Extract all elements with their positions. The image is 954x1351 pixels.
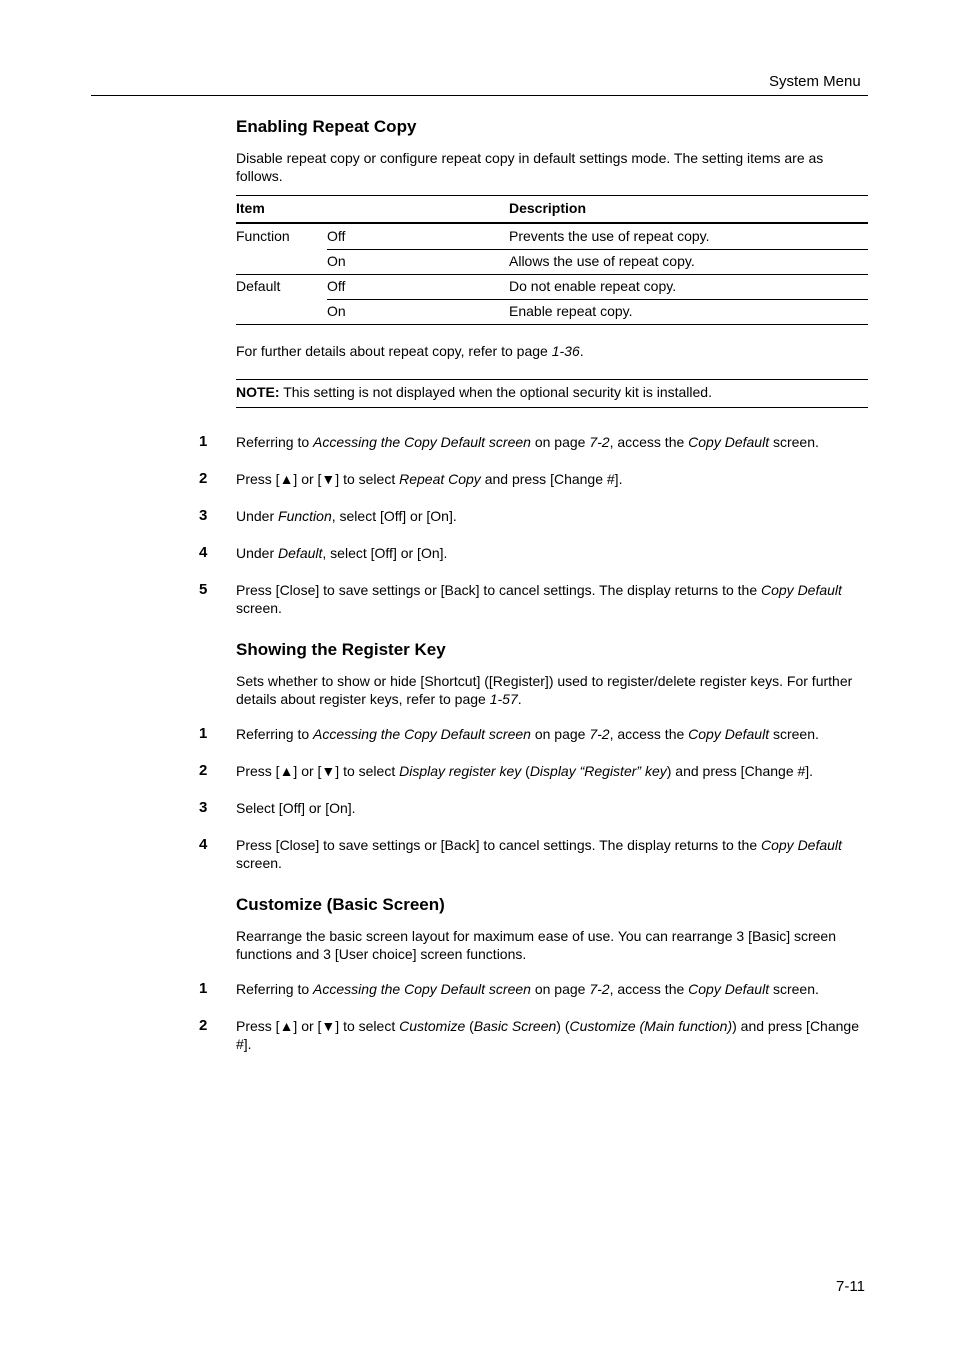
step-number: 5: [199, 581, 208, 598]
table-cell: On: [327, 303, 346, 319]
text-run: Default: [278, 545, 323, 561]
step-number: 2: [199, 762, 208, 779]
text-run: .: [517, 691, 522, 707]
step-text: [236, 799, 868, 817]
text-run: , access the: [609, 434, 689, 450]
step-number: 4: [199, 836, 208, 853]
step-text: [236, 433, 868, 451]
table-header-item: Item: [236, 200, 265, 216]
table-cell: Off: [327, 228, 346, 244]
section-heading-repeat-copy: Enabling Repeat Copy: [236, 117, 417, 136]
table-row: [236, 224, 868, 249]
page-ref: 1-57: [489, 691, 518, 707]
text-run: Press [▲] or [▼] to select: [236, 1018, 400, 1034]
table-row: [236, 274, 868, 299]
step-text: [236, 836, 868, 872]
text-run: Accessing the Copy Default screen: [313, 726, 531, 742]
text-run: ) (: [556, 1018, 570, 1034]
step-text: [236, 1017, 868, 1053]
text-run: ) and press [Change #].: [236, 1018, 859, 1052]
text-run: Referring to: [236, 434, 314, 450]
text-run: and press [Change #].: [480, 471, 623, 487]
step-text: [236, 980, 868, 998]
text-run: Under: [236, 545, 279, 561]
section-heading-register-key: Showing the Register Key: [236, 640, 446, 659]
step-number: 3: [199, 507, 208, 524]
table-cell: On: [327, 253, 346, 269]
text-run: on page: [530, 434, 590, 450]
text-run: Display register key: [399, 763, 522, 779]
text-run: Sets whether to show or hide [Shortcut] ([Register]) used to register/delete register keys. For further details about register keys, refer to page: [236, 673, 853, 707]
step-number: 1: [199, 980, 208, 997]
text-run: , select [Off] or [On].: [322, 545, 448, 561]
text-run: (: [465, 1018, 474, 1034]
text-run: ) and press [Change #].: [666, 763, 814, 779]
text-run: (: [521, 763, 530, 779]
note-label: NOTE:: [236, 384, 280, 400]
note-box: [236, 379, 868, 408]
text-run: For further details about repeat copy, refer to page: [236, 343, 552, 359]
text-run: Press [▲] or [▼] to select: [236, 471, 400, 487]
text-run: Accessing the Copy Default screen: [313, 434, 531, 450]
step-number: 3: [199, 799, 208, 816]
table-header-description: Description: [509, 200, 587, 216]
header-rule: [91, 95, 868, 96]
text-run: 7-2: [589, 726, 610, 742]
table-cell: Off: [327, 278, 346, 294]
text-run: Copy Default: [761, 837, 842, 853]
step-number: 2: [199, 470, 208, 487]
text-run: , access the: [609, 726, 689, 742]
table-cell: Default: [236, 278, 281, 294]
table-cell: Function: [236, 228, 290, 244]
step-text: [236, 470, 868, 488]
settings-table: [236, 195, 868, 324]
page-ref: 1-36: [551, 343, 580, 359]
text-run: Copy Default: [688, 726, 770, 742]
text-run: Copy Default: [761, 582, 842, 598]
table-bottom-rule: [236, 324, 868, 325]
text-run: screen.: [236, 855, 282, 871]
step-text: [236, 581, 868, 617]
table-row: [236, 299, 868, 324]
step-number: 2: [199, 1017, 208, 1034]
table-header-row: [236, 195, 868, 224]
text-run: Function: [278, 508, 332, 524]
text-run: Accessing the Copy Default screen: [313, 981, 531, 997]
text-run: 7-2: [589, 434, 610, 450]
text-run: on page: [530, 726, 590, 742]
further-details-text: [236, 342, 868, 360]
note-text: [236, 383, 712, 401]
section-intro-repeat-copy: Disable repeat copy or configure repeat copy in default settings mode. The setting items are as follows.: [236, 150, 824, 184]
section-intro-customize: Rearrange the basic screen layout for maximum ease of use. You can rearrange 3 [Basic] screen functions and 3 [User choice] screen functions.: [236, 928, 836, 962]
text-run: Press [▲] or [▼] to select: [236, 763, 400, 779]
text-run: , select [Off] or [On].: [331, 508, 457, 524]
table-cell: Prevents the use of repeat copy.: [509, 228, 710, 244]
step-text: [236, 544, 868, 562]
text-run: Press [Close] to save settings or [Back] to cancel settings. The display returns to the: [236, 837, 761, 853]
text-run: Referring to: [236, 981, 314, 997]
text-run: Repeat Copy: [399, 471, 481, 487]
running-header-title: System Menu: [769, 73, 861, 90]
step-number: 1: [199, 433, 208, 450]
text-run: Copy Default: [688, 981, 770, 997]
section-heading-customize: Customize (Basic Screen): [236, 895, 445, 914]
text-run: Customize (Main function): [569, 1018, 733, 1034]
text-run: screen.: [236, 600, 282, 616]
table-cell: Enable repeat copy.: [509, 303, 633, 319]
text-run: , access the: [609, 981, 689, 997]
section-intro-register-key: [236, 672, 868, 708]
text-run: screen.: [769, 434, 819, 450]
text-run: Customize: [399, 1018, 466, 1034]
text-run: on page: [530, 981, 590, 997]
step-number: 4: [199, 544, 208, 561]
text-run: screen.: [769, 981, 819, 997]
text-run: Basic Screen: [473, 1018, 557, 1034]
step-text: [236, 725, 868, 743]
page-number: 7-11: [836, 1278, 865, 1295]
step-number: 1: [199, 725, 208, 742]
step-text: [236, 507, 868, 525]
note-body: This setting is not displayed when the optional security kit is installed.: [279, 384, 712, 400]
text-run: screen.: [769, 726, 819, 742]
text-run: 7-2: [589, 981, 610, 997]
text-run: Select [Off] or [On].: [236, 800, 356, 816]
text-run: Copy Default: [688, 434, 770, 450]
table-cell: Allows the use of repeat copy.: [509, 253, 695, 269]
text-run: Display “Register” key: [529, 763, 667, 779]
table-cell: Do not enable repeat copy.: [509, 278, 677, 294]
text-run: Referring to: [236, 726, 314, 742]
text-run: .: [579, 343, 584, 359]
table-row: [236, 249, 868, 274]
text-run: Press [Close] to save settings or [Back] to cancel settings. The display returns to the: [236, 582, 761, 598]
step-text: [236, 762, 868, 780]
text-run: Under: [236, 508, 279, 524]
